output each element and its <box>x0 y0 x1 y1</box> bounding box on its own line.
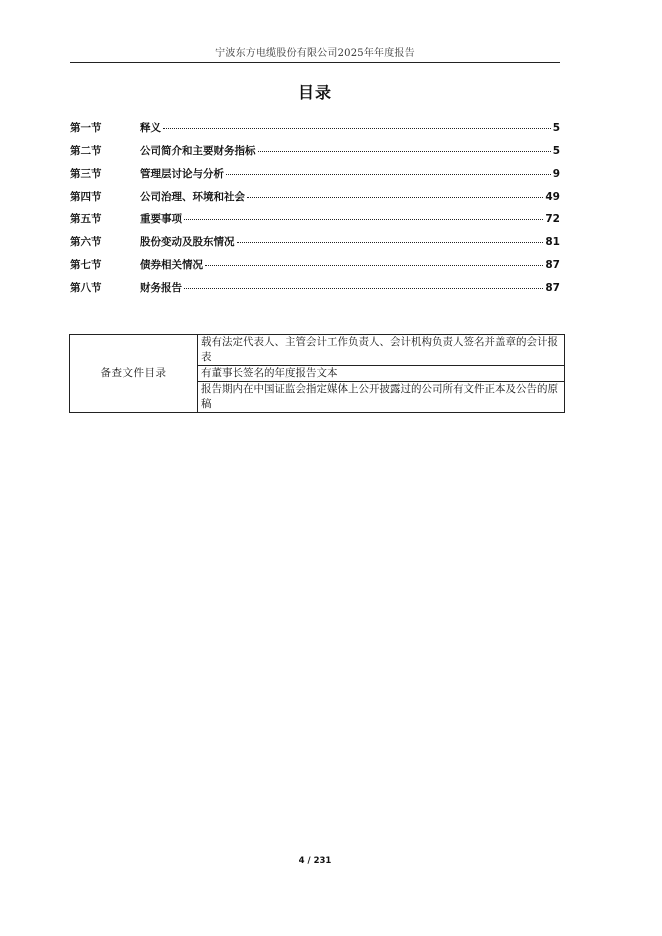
toc-page-number: 49 <box>545 190 560 203</box>
toc-dot-leader <box>237 242 544 243</box>
toc-section-number: 第三节 <box>70 167 102 180</box>
toc-page-number: 5 <box>552 122 560 134</box>
toc-section-title[interactable]: 公司简介和主要财务指标 <box>140 144 256 157</box>
toc-page-number: 9 <box>552 167 560 180</box>
toc-section-title[interactable]: 财务报告 <box>140 281 182 294</box>
toc-entry-7[interactable] <box>70 257 560 280</box>
toc-entry-2[interactable] <box>70 143 560 166</box>
reference-files-label: 备查文件目录 <box>70 335 198 413</box>
reference-file-item: 载有法定代表人、主管会计工作负责人、会计机构负责人签名并盖章的会计报表 <box>198 335 565 366</box>
toc-section-number: 第二节 <box>70 144 102 157</box>
toc-page-number: 87 <box>545 281 560 294</box>
toc-section-title[interactable]: 释义 <box>140 122 161 134</box>
toc-page-number: 87 <box>545 259 560 272</box>
reference-file-item: 报告期内在中国证监会指定媒体上公开披露过的公司所有文件正本及公告的原稿 <box>198 382 565 413</box>
toc-entry-4[interactable] <box>70 189 560 212</box>
header-divider <box>70 62 560 63</box>
toc-section-title[interactable]: 股份变动及股东情况 <box>140 236 235 249</box>
table-of-contents <box>70 120 560 303</box>
toc-page-number: 72 <box>545 213 560 226</box>
toc-dot-leader <box>184 219 543 220</box>
toc-section-title[interactable]: 公司治理、环境和社会 <box>140 190 245 203</box>
page-header: 宁波东方电缆股份有限公司2025年年度报告 <box>215 48 415 59</box>
toc-section-number: 第六节 <box>70 236 102 249</box>
toc-section-number: 第一节 <box>70 122 102 134</box>
toc-dot-leader <box>247 197 543 198</box>
toc-dot-leader <box>258 151 551 152</box>
toc-page-number: 5 <box>552 144 560 157</box>
toc-section-number: 第四节 <box>70 190 102 203</box>
toc-dot-leader <box>226 174 551 175</box>
reference-files-table <box>69 334 565 413</box>
toc-dot-leader <box>205 265 543 266</box>
toc-section-number: 第八节 <box>70 281 102 294</box>
toc-section-title[interactable]: 管理层讨论与分析 <box>140 167 224 180</box>
page-number-footer: 4 / 231 <box>298 856 332 866</box>
toc-entry-1[interactable] <box>70 120 560 143</box>
toc-entry-3[interactable] <box>70 166 560 189</box>
table-row <box>70 335 565 366</box>
toc-dot-leader <box>184 288 543 289</box>
toc-section-number: 第五节 <box>70 213 102 226</box>
toc-entry-5[interactable] <box>70 211 560 234</box>
toc-section-title[interactable]: 重要事项 <box>140 213 182 226</box>
page-title: 目录 <box>297 83 332 102</box>
toc-page-number: 81 <box>545 236 560 249</box>
toc-entry-8[interactable] <box>70 280 560 303</box>
toc-dot-leader <box>163 128 551 129</box>
toc-section-title[interactable]: 债券相关情况 <box>140 259 203 272</box>
reference-file-item: 有董事长签名的年度报告文本 <box>198 366 565 382</box>
toc-section-number: 第七节 <box>70 259 102 272</box>
toc-entry-6[interactable] <box>70 234 560 257</box>
